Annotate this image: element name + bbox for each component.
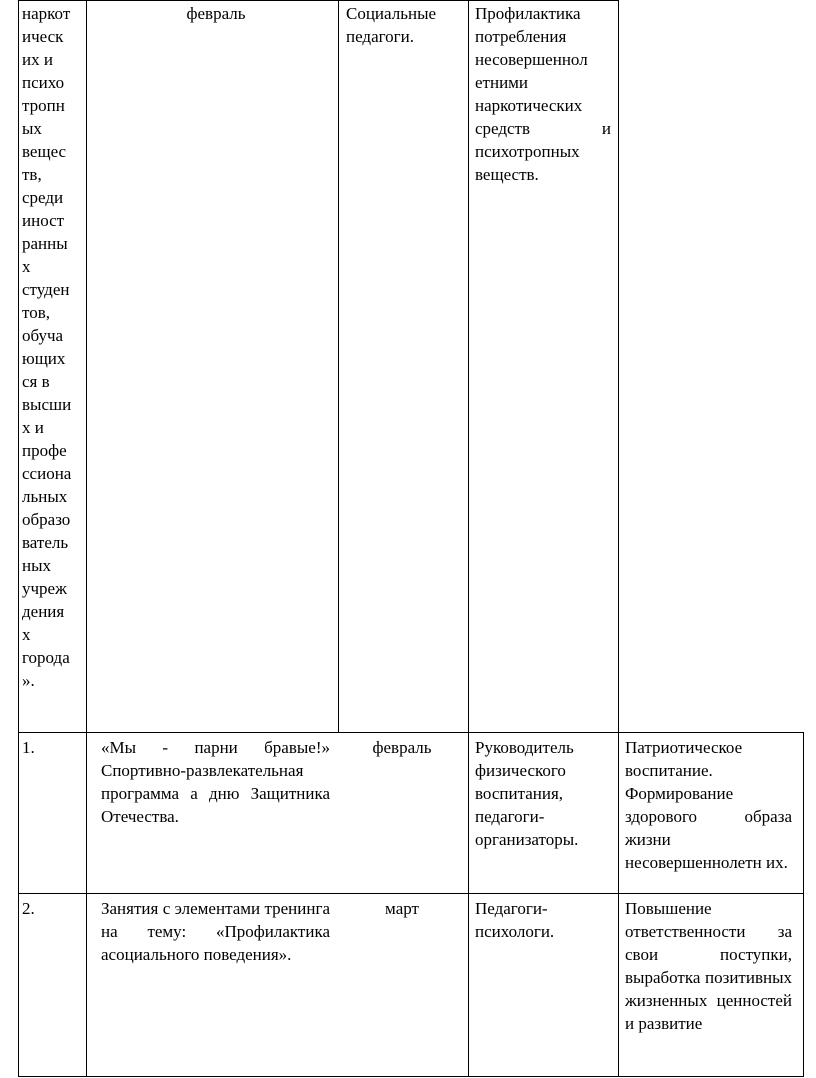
event-cell: Занятия с элементами тренинга на тему: «Профилактика асоциального поведения». [101, 899, 330, 964]
table-column-divider [86, 0, 87, 1077]
result-cell: Повышение ответственности за свои поступки, выработка позитивных жизненных ценностей и развитие [625, 899, 792, 1033]
date-cell: февраль [186, 4, 246, 23]
table-border-left [18, 0, 19, 1077]
table-border-top [18, 0, 619, 1]
table-border-right [803, 732, 804, 1077]
table-column-divider [338, 0, 339, 733]
table-column-divider [618, 0, 619, 1077]
responsible-cell: Руководитель физического воспитания, педагоги-организаторы. [475, 738, 579, 849]
table-row-divider [18, 732, 803, 733]
result-cell: Патриотическое воспитание. Формирование здорового образа жизни несовершеннолетн их. [625, 738, 792, 872]
row-number: 2. [22, 899, 35, 918]
responsible-cell: Социальные педагоги. [346, 4, 437, 46]
event-fragment-cell: наркот ическ их и психо тропн ых вещес тв, среди иност ранны х студен тов, обуча ющих ся в высши х и профе ссиона льных образо ватель ных учреж дения х города ». [22, 4, 72, 690]
event-cell: «Мы - парни бравые!» Спортивно-развлекательная программа а дню Защитника Отечества. [101, 738, 330, 826]
result-cell: Профилактика потребления несовершеннол етними наркотических средств и психотропных веществ. [475, 4, 611, 184]
row-number: 1. [22, 738, 35, 757]
table-row-divider [18, 893, 803, 894]
date-cell: март [385, 899, 419, 918]
table-border-bottom [18, 1076, 803, 1077]
date-cell: февраль [372, 738, 432, 757]
responsible-cell: Педагоги-психологи. [475, 899, 555, 941]
table-column-divider [468, 0, 469, 1077]
